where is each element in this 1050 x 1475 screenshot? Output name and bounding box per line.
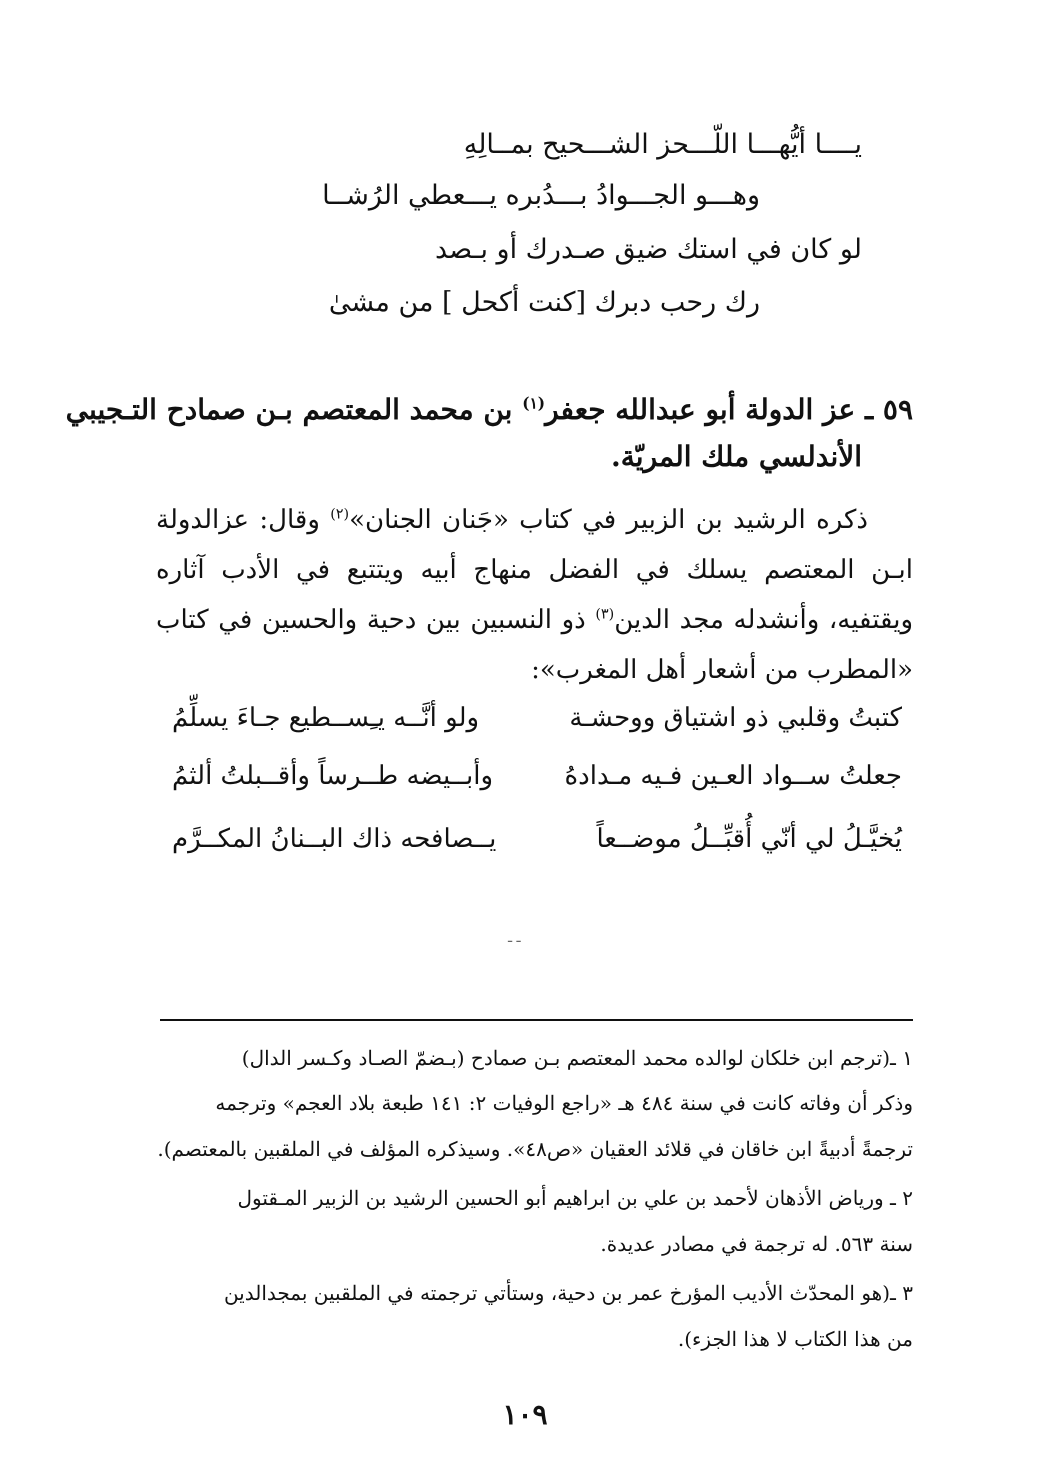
footnote-ref-1: (١): [522, 394, 546, 413]
poem-verse-3-left: يــصافحه ذاك البــنانُ المكــرَّم: [172, 824, 497, 854]
entry-paragraph-part-a: ذكره الرشيد بن الزبير في كتاب «جَنان الجنان»: [349, 505, 868, 535]
entry-heading-line-2: الأندلسي ملك المريّة.: [611, 440, 862, 473]
poem-verse-2-left: وأبــيضه طــرساً وأقــبلتُ ألثمُ: [172, 761, 494, 791]
top-poem-line-4: رك رحب دبرك [كنت أكحل ] من مشىٰ: [328, 287, 760, 318]
entry-paragraph-part-c: ذو النسبين بين دحية والحسين في كتاب «المطرب من أشعار أهل المغرب»:: [156, 605, 913, 685]
entry-heading-part-b: بن محمد المعتصم بـن صمادح التـجيبي: [65, 393, 523, 426]
top-poem-line-2: وهـــو الجـــوادُ بـــدُبره يـــعطي الرُشــا: [322, 180, 760, 211]
footnote-3-line-1: ٣ ـ(هو المحدّث الأديب المؤرخ عمر بن دحية، وستأتي ترجمته في الملقبين بمجدالدين: [223, 1281, 913, 1305]
separator-mark: ـ ـ: [508, 930, 521, 946]
footnote-1-line-1: ١ ـ(ترجم ابن خلكان لوالده محمد المعتصم بـن صمادح (بـضمّ الصـاد وكـسر الدال): [241, 1046, 913, 1070]
top-poem-line-1: يــــا أيُّهـــا اللّـــحز الشـــحيح بمــالِهِ: [463, 129, 862, 160]
poem-verse-1-left: ولو أنَّــه يـِســطيع جـاءَ يسلِّمُ: [172, 703, 480, 733]
footnote-1-line-2: وذكر أن وفاته كانت في سنة ٤٨٤ هـ «راجع الوفيات ٢: ١٤١ طبعة بلاد العجم» وترجمه: [215, 1091, 913, 1115]
poem-verse-1: [160, 694, 902, 742]
entry-heading-part-a: ٥٩ ـ عز الدولة أبو عبدالله جعفر: [545, 393, 913, 426]
footnote-divider: [160, 1019, 913, 1021]
top-poem-line-3: لو كان في استك ضيق صـدرك أو بـصد: [434, 234, 862, 265]
footnote-ref-3: (٣): [595, 606, 615, 623]
poem-verse-3: [160, 815, 902, 863]
entry-paragraph: [156, 495, 913, 695]
poem-verse-2-right: جعلتُ ســواد العـين فـيه مـدادهُ: [564, 761, 902, 791]
footnote-1-line-3: ترجمةً أدبيةً ابن خاقان في قلائد العقيان «ص٤٨». وسيذكره المؤلف في الملقبين بالمعتصم).: [157, 1137, 913, 1161]
footnote-ref-2: (٢): [330, 506, 350, 523]
entry-heading-line-1: [65, 389, 913, 431]
entry-paragraph-part-b: وقال: عزالدولة ابـن المعتصم يسلك في الفضل منهاج أبيه ويتتبع في الأدب آثاره ويقتفيه، وأنشدله مجد الدين: [156, 505, 913, 635]
poem-verse-1-right: كتبتُ وقلبي ذو اشتياق ووحشـة: [569, 703, 902, 733]
poem-verse-2: [160, 752, 902, 800]
footnote-3-line-2: من هذا الكتاب لا هذا الجزء).: [677, 1327, 913, 1351]
poem-verse-3-right: يُخيَّـلُ لي أنّي أُقبِّــلُ موضــعاً: [596, 824, 902, 854]
footnote-2-line-1: ٢ ـ ورياض الأذهان لأحمد بن علي بن ابراهيم أبو الحسين الرشيد بن الزبير المـقتول: [237, 1186, 913, 1210]
page-number: ١٠٩: [502, 1398, 548, 1431]
footnote-2-line-2: سنة ٥٦٣. له ترجمة في مصادر عديدة.: [600, 1232, 913, 1256]
